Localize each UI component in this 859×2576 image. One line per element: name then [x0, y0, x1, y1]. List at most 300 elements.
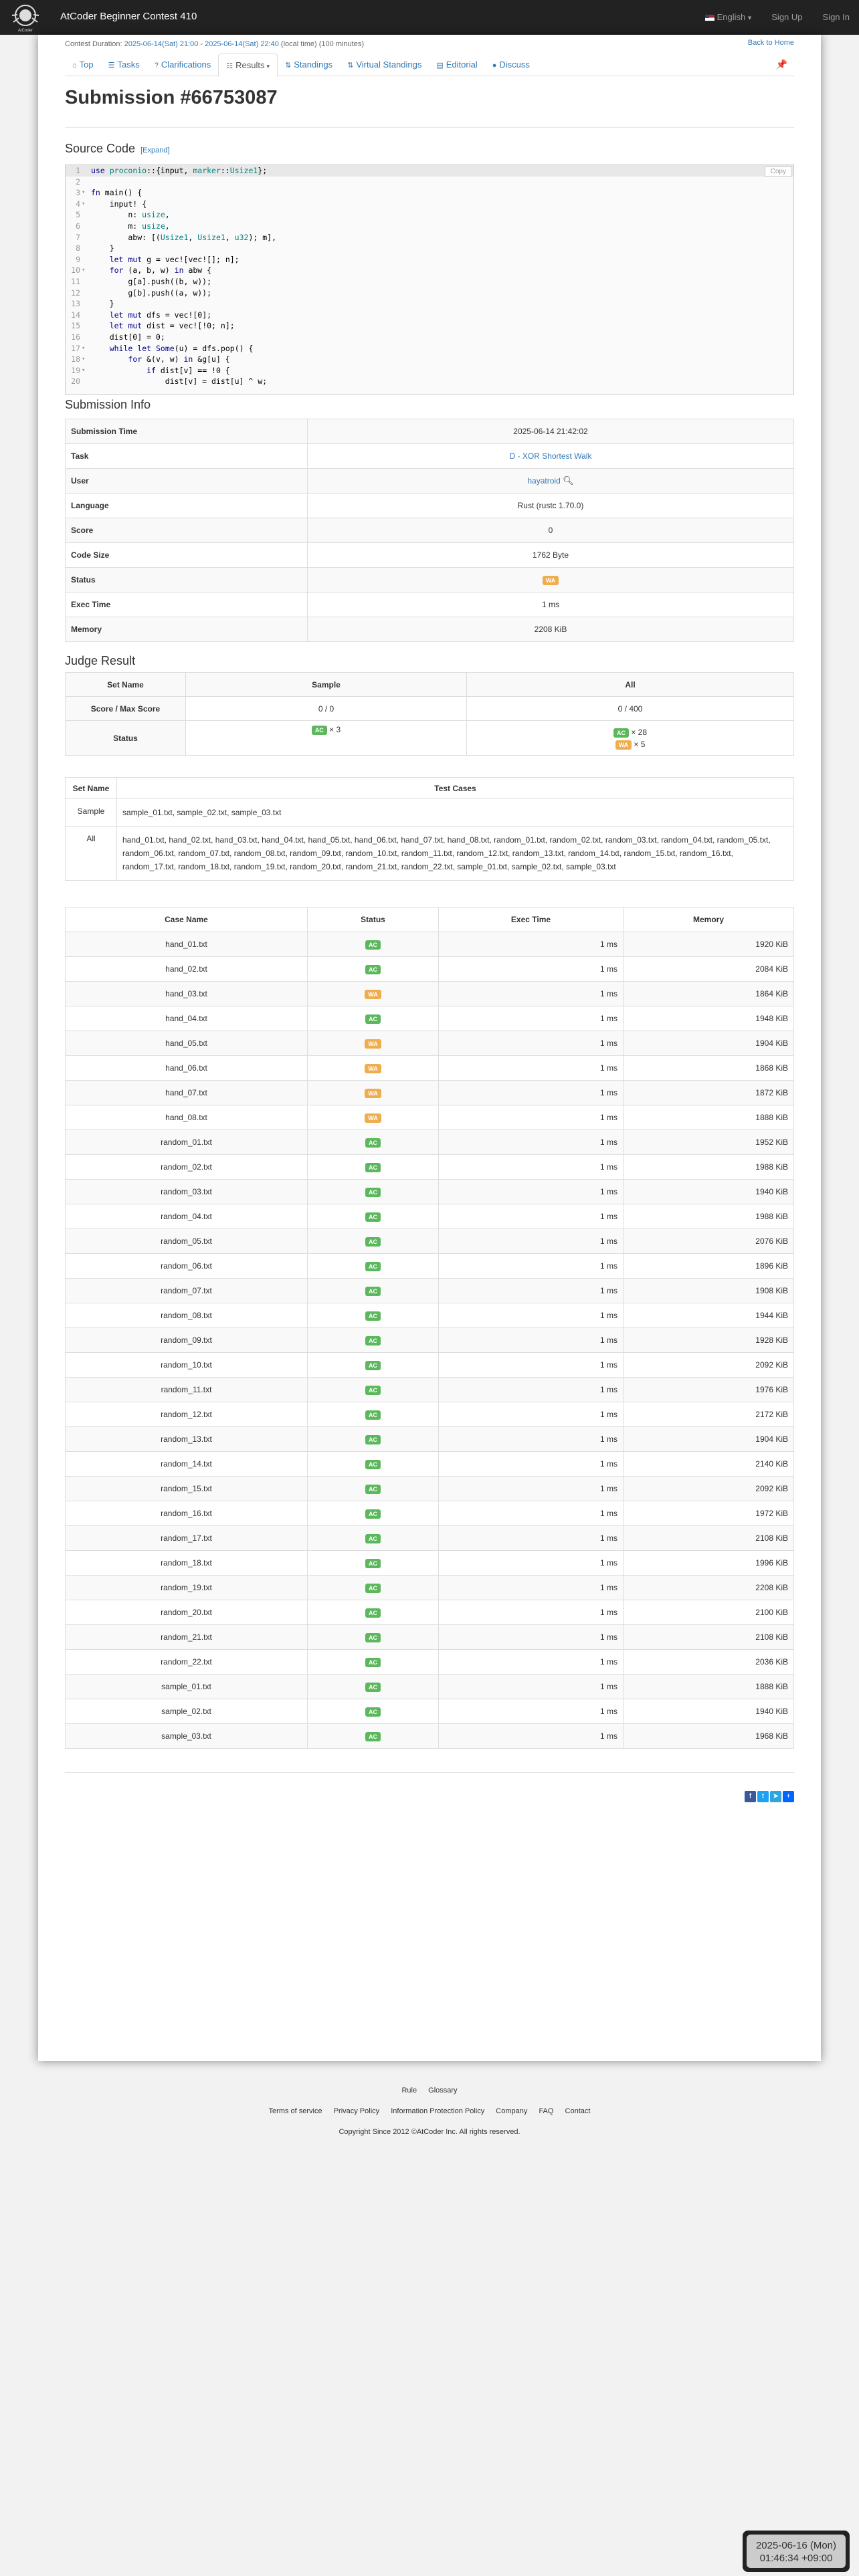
memory: 2092 KiB [624, 1353, 794, 1378]
case-name: hand_05.txt [66, 1031, 308, 1056]
status-badge: AC [365, 1237, 381, 1247]
all-score: 0 / 400 [467, 697, 794, 721]
fold-gutter [82, 254, 88, 265]
list-icon: ☰ [108, 62, 115, 70]
exec-time: 1 ms [439, 1180, 624, 1204]
status-badge: AC [365, 1707, 381, 1717]
comment-icon: ● [492, 62, 497, 70]
caret-down-icon: ▾ [266, 63, 270, 70]
info-row-code-size: Code Size 1762 Byte [66, 543, 794, 568]
code-line [66, 243, 793, 254]
exec-time: 1 ms [439, 1031, 624, 1056]
code-text: dist[0] = 0; [91, 332, 165, 342]
sample-status: AC × 3 [186, 721, 467, 756]
table-row [66, 1477, 794, 1501]
status-badge: AC [365, 1410, 381, 1420]
line-number: 7 [76, 232, 80, 242]
memory: 2092 KiB [624, 1477, 794, 1501]
case-name: random_11.txt [66, 1378, 308, 1402]
case-name: random_04.txt [66, 1204, 308, 1229]
memory: 1872 KiB [624, 1081, 794, 1105]
memory: 2076 KiB [624, 1229, 794, 1254]
task-link[interactable]: D - XOR Shortest Walk [509, 451, 592, 461]
info-row-exec-time: Exec Time 1 ms [66, 593, 794, 617]
table-row [66, 1105, 794, 1130]
code-text: fn main() { [91, 188, 142, 198]
memory: 1928 KiB [624, 1328, 794, 1353]
clock-date: 2025-06-16 (Mon) [755, 2540, 837, 2551]
code-text: while let Some(u) = dfs.pop() { [109, 343, 254, 353]
fold-toggle-icon[interactable]: ▾ [82, 344, 86, 352]
footer-terms-link[interactable]: Terms of service [268, 2107, 322, 2115]
case-name: random_21.txt [66, 1625, 308, 1650]
svg-text:AtCoder: AtCoder [17, 29, 33, 33]
language-dropdown[interactable]: English ▾ [705, 12, 752, 22]
footer-company-link[interactable]: Company [496, 2107, 528, 2115]
memory: 1904 KiB [624, 1427, 794, 1452]
sort-icon: ⇅ [347, 62, 354, 70]
tab-tasks[interactable]: ☰ Tasks [108, 60, 140, 70]
case-name: hand_01.txt [66, 932, 308, 957]
exec-time: 1 ms [439, 1452, 624, 1477]
sign-up-link[interactable]: Sign Up [771, 12, 803, 22]
case-name: random_14.txt [66, 1452, 308, 1477]
line-number: 12 [71, 288, 80, 298]
status-badge: AC [365, 1509, 381, 1519]
exec-time: 1 ms [439, 957, 624, 982]
footer-glossary-link[interactable]: Glossary [428, 2086, 458, 2095]
table-row [66, 1254, 794, 1279]
code-text: abw: [(Usize1, Usize1, u32); m], [91, 232, 276, 242]
case-name: random_09.txt [66, 1328, 308, 1353]
exec-time: 1 ms [439, 1551, 624, 1576]
code-text: dist[v] = dist[u] ^ w; [91, 377, 268, 387]
table-row [66, 982, 794, 1006]
footer-privacy-link[interactable]: Privacy Policy [333, 2107, 380, 2115]
fold-gutter [82, 232, 88, 243]
memory: 1888 KiB [624, 1675, 794, 1699]
memory: 2084 KiB [624, 957, 794, 982]
status-badge: AC [365, 1336, 381, 1346]
status-badge: AC [365, 1559, 381, 1568]
status-badge: AC [365, 1287, 381, 1296]
code-text: let mut dist = vec![!0; n]; [109, 321, 235, 331]
exec-time: 1 ms [439, 1576, 624, 1600]
fold-toggle-icon[interactable]: ▾ [82, 366, 86, 374]
contest-end-link[interactable]: 2025-06-14(Sat) 22:40 [205, 40, 279, 48]
fold-gutter [82, 221, 88, 232]
case-name: random_19.txt [66, 1576, 308, 1600]
judge-summary-table: Set Name Sample All Score / Max Score 0 / 0 0 / 400 Status AC × 3 AC × 28 WA × 5 [65, 672, 794, 756]
code-line [66, 232, 793, 243]
divider [65, 127, 794, 128]
code-line [66, 376, 793, 387]
table-row [66, 957, 794, 982]
memory: 2108 KiB [624, 1526, 794, 1551]
line-number: 3 [76, 188, 80, 198]
tab-editorial[interactable]: ▤ Editorial [436, 60, 478, 70]
line-number: 20 [71, 377, 80, 387]
divider [65, 1772, 794, 1773]
atcoder-logo[interactable] [9, 2, 41, 33]
table-row [66, 1675, 794, 1699]
top-navbar [0, 0, 859, 35]
footer-faq-link[interactable]: FAQ [539, 2107, 554, 2115]
exec-time: 1 ms [439, 1600, 624, 1625]
table-row [66, 1155, 794, 1180]
table-row [66, 1378, 794, 1402]
case-name: random_12.txt [66, 1402, 308, 1427]
exec-time: 1 ms [439, 1105, 624, 1130]
copy-button[interactable]: Copy [765, 167, 792, 177]
footer-contact-link[interactable]: Contact [565, 2107, 591, 2115]
status-badge: AC [365, 1485, 381, 1494]
facebook-icon[interactable]: f [745, 1791, 756, 1802]
case-name: random_20.txt [66, 1600, 308, 1625]
code-line [66, 265, 793, 276]
status-badge: AC [365, 1683, 381, 1692]
code-text: g[a].push((b, w)); [91, 276, 212, 286]
table-row [66, 1576, 794, 1600]
tab-top[interactable]: ⌂ Top [72, 60, 94, 70]
footer-rule-link[interactable]: Rule [401, 2086, 417, 2095]
tab-clarifications[interactable]: ? Clarifications [154, 60, 211, 70]
us-flag-icon [705, 15, 714, 21]
code-text: if dist[v] == !0 { [147, 365, 230, 375]
line-number: 17 [71, 343, 80, 353]
memory: 1988 KiB [624, 1204, 794, 1229]
exec-time: 1 ms [439, 1081, 624, 1105]
status-badge: WA [365, 1064, 381, 1073]
table-row [66, 1056, 794, 1081]
exec-time: 1 ms [439, 1279, 624, 1303]
question-icon: ? [154, 62, 159, 70]
sample-score: 0 / 0 [186, 697, 467, 721]
line-number: 2 [76, 177, 80, 187]
exec-time: 1 ms [439, 1526, 624, 1551]
table-row [66, 1303, 794, 1328]
case-name: random_13.txt [66, 1427, 308, 1452]
code-text: use proconio::{input, marker::Usize1}; [91, 166, 268, 175]
case-name: random_18.txt [66, 1551, 308, 1576]
status-badge: AC [365, 1138, 381, 1148]
ac-badge: AC [312, 726, 327, 735]
case-name: random_01.txt [66, 1130, 308, 1155]
status-badge: AC [365, 1732, 381, 1741]
line-number: 10 [71, 265, 80, 276]
contest-start-link[interactable]: 2025-06-14(Sat) 21:00 [124, 40, 199, 48]
exec-time: 1 ms [439, 1353, 624, 1378]
table-row [66, 1600, 794, 1625]
table-row [66, 1625, 794, 1650]
ac-badge: AC [613, 728, 629, 738]
code-line [66, 276, 793, 288]
table-row [66, 1204, 794, 1229]
memory: 1996 KiB [624, 1551, 794, 1576]
case-name: random_07.txt [66, 1279, 308, 1303]
book-icon: ▤ [436, 62, 444, 70]
case-name: hand_08.txt [66, 1105, 308, 1130]
code-line [66, 332, 793, 343]
exec-time: 1 ms [439, 1402, 624, 1427]
clock-time: 01:46:34 +09:00 [759, 2553, 833, 2564]
status-badge: WA [365, 990, 381, 999]
tab-virtual-standings[interactable]: ⇅ Virtual Standings [347, 60, 422, 70]
case-name: sample_03.txt [66, 1724, 308, 1749]
exec-time: 1 ms [439, 1056, 624, 1081]
code-text: let mut dfs = vec![0]; [109, 310, 212, 320]
status-badge: AC [365, 1014, 381, 1024]
footer-info-protection-link[interactable]: Information Protection Policy [391, 2107, 485, 2115]
search-icon[interactable]: 🔍︎ [563, 475, 574, 486]
sample-cases: sample_01.txt, sample_02.txt, sample_03.txt [117, 799, 794, 827]
case-name: hand_02.txt [66, 957, 308, 982]
code-line [66, 165, 793, 177]
case-name: random_03.txt [66, 1180, 308, 1204]
fold-gutter [82, 332, 88, 343]
line-number: 9 [76, 254, 80, 264]
case-name: hand_06.txt [66, 1056, 308, 1081]
main-container [38, 35, 821, 2061]
table-row [66, 1501, 794, 1526]
test-cases-table: Case Name Status Exec Time Memory hand_01.txt AC 1 ms 1920 KiB hand_02.txt AC 1 ms 2084 KiB hand_03.txt WA 1 ms 1864 KiB hand_04.txt AC 1 ms 1948 KiB hand_05.txt WA 1 ms 1904 KiB hand_06.txt WA 1 ms 1868 KiB hand_07.txt WA 1 ms 1872 KiB hand_08.txt WA 1 ms 1888 KiB random_01.txt AC 1 ms 1952 KiB random_02.txt AC 1 ms 1988 KiB random_03.txt AC 1 ms 1940 KiB random_04.txt AC 1 ms 1988 KiB random_05.txt AC 1 ms 2076 KiB random_06.txt AC 1 ms 1896 KiB random_07.txt AC 1 ms 1908 KiB random_08.txt AC 1 ms 1944 KiB random_09.txt AC 1 ms 1928 KiB random_10.txt AC 1 ms 2092 KiB random_11.txt AC 1 ms 1976 KiB random_12.txt AC 1 ms 2172 KiB random_13.txt AC 1 ms 1904 KiB random_14.txt AC 1 ms 2140 KiB random_15.txt AC 1 ms 2092 KiB random_16.txt AC 1 ms 1972 KiB random_17.txt AC 1 ms 2108 KiB random_18.txt AC 1 ms 1996 KiB random_19.txt AC 1 ms 2208 KiB random_20.txt AC 1 ms 2100 KiB random_21.txt AC 1 ms 2108 KiB random_22.txt AC 1 ms 2036 KiB sample_01.txt AC 1 ms 1888 KiB sample_02.txt AC 1 ms 1940 KiB sample_03.txt AC 1 ms 1968 KiB [65, 907, 794, 1749]
code-line [66, 298, 793, 310]
fold-toggle-icon[interactable]: ▾ [82, 267, 86, 274]
fold-gutter [82, 243, 88, 254]
memory: 1952 KiB [624, 1130, 794, 1155]
fold-toggle-icon[interactable]: ▾ [82, 356, 86, 363]
table-row [66, 932, 794, 957]
fold-toggle-icon[interactable]: ▾ [82, 189, 86, 197]
tab-standings[interactable]: ⇅ Standings [285, 60, 333, 70]
status-badge: AC [365, 1584, 381, 1593]
fold-toggle-icon[interactable]: ▾ [82, 200, 86, 207]
memory: 1908 KiB [624, 1279, 794, 1303]
line-number: 6 [76, 221, 80, 231]
status-badge: WA [365, 1089, 381, 1098]
line-number: 11 [71, 276, 80, 286]
home-icon: ⌂ [72, 62, 77, 70]
case-name: random_08.txt [66, 1303, 308, 1328]
memory: 1888 KiB [624, 1105, 794, 1130]
exec-time: 1 ms [439, 1006, 624, 1031]
status-badge: AC [365, 1262, 381, 1271]
back-to-home-link[interactable]: Back to Home [747, 39, 794, 47]
memory: 1920 KiB [624, 932, 794, 957]
table-row [66, 1452, 794, 1477]
tab-results[interactable]: ☷ Results ▾ [218, 53, 278, 77]
tab-discuss[interactable]: ● Discuss [492, 60, 530, 70]
source-code-block[interactable] [65, 165, 794, 395]
info-row-score: Score 0 [66, 518, 794, 543]
code-line [66, 310, 793, 321]
code-line [66, 288, 793, 299]
case-name: hand_04.txt [66, 1006, 308, 1031]
source-code-heading: Source Code [Expand] [65, 142, 170, 155]
footer [0, 2086, 859, 2136]
memory: 1944 KiB [624, 1303, 794, 1328]
memory: 1864 KiB [624, 982, 794, 1006]
exec-time: 1 ms [439, 1724, 624, 1749]
line-number: 16 [71, 332, 80, 342]
copyright: Copyright Since 2012 ©AtCoder Inc. All rights reserved. [339, 2128, 520, 2136]
code-text: let mut g = vec![vec![]; n]; [109, 254, 240, 264]
code-text: n: usize, [91, 210, 170, 220]
code-line [66, 343, 793, 354]
exec-time: 1 ms [439, 932, 624, 957]
code-text: for &(v, w) in &g[u] { [128, 354, 230, 364]
code-text: for (a, b, w) in abw { [109, 265, 212, 276]
info-row-task: Task D - XOR Shortest Walk [66, 444, 794, 469]
code-line [66, 221, 793, 232]
judge-result-heading: Judge Result [65, 654, 136, 667]
pin-icon[interactable]: 📌 [775, 59, 787, 70]
case-name: random_17.txt [66, 1526, 308, 1551]
fold-gutter [82, 298, 88, 310]
page-title: Submission #66753087 [65, 87, 278, 108]
info-row-submission-time: Submission Time 2025-06-14 21:42:02 [66, 419, 794, 444]
table-row [66, 1081, 794, 1105]
case-name: sample_01.txt [66, 1675, 308, 1699]
memory: 1896 KiB [624, 1254, 794, 1279]
memory: 2208 KiB [624, 1576, 794, 1600]
test-sets-table: Set Name Test Cases Sample sample_01.txt, sample_02.txt, sample_03.txt All hand_01.txt, hand_02.txt, hand_03.txt, hand_04.txt, hand_05.txt, hand_06.txt, hand_07.txt, hand_08.txt, random_01.txt, random_02.txt, random_03.txt, random_04.txt, random_05.txt, random_06.txt, random_07.txt, random_08.txt, random_09.txt, random_10.txt, random_11.txt, random_12.txt, random_13.txt, random_14.txt, random_15.txt, random_16.txt, random_17.txt, random_18.txt, random_19.txt, random_20.txt, random_21.txt, random_22.txt, sample_01.txt, sample_02.txt, sample_03.txt [65, 777, 794, 881]
memory: 2140 KiB [624, 1452, 794, 1477]
table-row [66, 1279, 794, 1303]
table-row [66, 1353, 794, 1378]
memory: 1972 KiB [624, 1501, 794, 1526]
sort-icon: ⇅ [285, 62, 292, 70]
memory: 1976 KiB [624, 1378, 794, 1402]
info-row-user: User hayatroid 🔍︎ [66, 469, 794, 494]
memory: 1868 KiB [624, 1056, 794, 1081]
contest-tabs [65, 53, 794, 76]
all-cases: hand_01.txt, hand_02.txt, hand_03.txt, hand_04.txt, hand_05.txt, hand_06.txt, hand_07.txt, hand_08.txt, random_01.txt, random_02.txt, random_03.txt, random_04.txt, random_05.txt, random_06.txt, random_07.txt, random_08.txt, random_09.txt, random_10.txt, random_11.txt, random_12.txt, random_13.txt, random_14.txt, random_15.txt, random_16.txt, random_17.txt, random_18.txt, random_19.txt, random_20.txt, random_21.txt, random_22.txt, sample_01.txt, sample_02.txt, sample_03.txt [117, 827, 794, 881]
memory: 1940 KiB [624, 1699, 794, 1724]
case-name: random_06.txt [66, 1254, 308, 1279]
code-line [66, 187, 793, 199]
sign-in-link[interactable]: Sign In [822, 12, 850, 22]
case-name: random_16.txt [66, 1501, 308, 1526]
status-badge: AC [365, 965, 381, 974]
table-row [66, 1180, 794, 1204]
exec-time: 1 ms [439, 1328, 624, 1353]
status-badge: WA [543, 576, 559, 585]
status-badge: AC [365, 1386, 381, 1395]
code-line [66, 177, 793, 188]
code-text: input! { [91, 199, 147, 209]
status-badge: AC [365, 1212, 381, 1222]
status-badge: AC [365, 1361, 381, 1370]
code-text: m: usize, [91, 221, 170, 231]
status-badge: AC [365, 1633, 381, 1642]
line-number: 18 [71, 354, 80, 364]
line-number: 1 [76, 166, 80, 175]
code-line [66, 354, 793, 365]
code-line [66, 254, 793, 265]
memory: 1904 KiB [624, 1031, 794, 1056]
status-badge: WA [365, 1039, 381, 1049]
line-number: 13 [71, 299, 80, 309]
telegram-icon[interactable]: ➤ [770, 1791, 781, 1802]
status-badge: AC [365, 1658, 381, 1667]
contest-brand-link[interactable]: AtCoder Beginner Contest 410 [60, 11, 197, 22]
user-link[interactable]: hayatroid [527, 476, 561, 486]
contest-duration: Contest Duration: 2025-06-14(Sat) 21:00 - 2025-06-14(Sat) 22:40 (local time) (100 minutes) [65, 40, 364, 48]
status-badge: AC [365, 940, 381, 950]
fold-gutter [82, 288, 88, 299]
twitter-icon[interactable]: t [757, 1791, 769, 1802]
code-text: g[b].push((a, w)); [91, 288, 212, 298]
status-badge: AC [365, 1534, 381, 1543]
fold-gutter [82, 209, 88, 221]
status-badge: AC [365, 1460, 381, 1469]
fold-gutter [82, 376, 88, 387]
submission-time-value[interactable]: 2025-06-14 21:42:02 [308, 419, 794, 444]
table-row [66, 1650, 794, 1675]
exec-time: 1 ms [439, 1427, 624, 1452]
code-text [88, 177, 91, 188]
table-row [66, 1402, 794, 1427]
line-number: 19 [71, 365, 80, 375]
exec-time: 1 ms [439, 1378, 624, 1402]
case-name: random_02.txt [66, 1155, 308, 1180]
share-buttons [745, 1791, 794, 1802]
memory: 1940 KiB [624, 1180, 794, 1204]
all-status: AC × 28 WA × 5 [467, 721, 794, 756]
info-row-status: Status WA [66, 568, 794, 593]
case-name: random_05.txt [66, 1229, 308, 1254]
memory: 2108 KiB [624, 1625, 794, 1650]
exec-time: 1 ms [439, 1303, 624, 1328]
table-row [66, 1328, 794, 1353]
info-row-memory: Memory 2208 KiB [66, 617, 794, 642]
expand-link[interactable]: [Expand] [140, 146, 170, 154]
list-alt-icon: ☷ [226, 62, 233, 70]
case-name: random_10.txt [66, 1353, 308, 1378]
table-row [66, 1526, 794, 1551]
memory: 1988 KiB [624, 1155, 794, 1180]
exec-time: 1 ms [439, 982, 624, 1006]
caret-down-icon: ▾ [747, 14, 752, 22]
table-row [66, 1724, 794, 1749]
code-line [66, 365, 793, 377]
memory: 2172 KiB [624, 1402, 794, 1427]
table-row [66, 1699, 794, 1724]
share-plus-icon[interactable]: + [783, 1791, 794, 1802]
memory: 2036 KiB [624, 1650, 794, 1675]
clock-widget [743, 2531, 850, 2572]
memory: 2100 KiB [624, 1600, 794, 1625]
fold-gutter [82, 276, 88, 288]
line-number: 15 [71, 321, 80, 331]
memory: 1948 KiB [624, 1006, 794, 1031]
case-name: random_15.txt [66, 1477, 308, 1501]
exec-time: 1 ms [439, 1699, 624, 1724]
table-row [66, 1229, 794, 1254]
code-line [66, 209, 793, 221]
fold-gutter [82, 310, 88, 321]
exec-time: 1 ms [439, 1130, 624, 1155]
status-badge: AC [365, 1435, 381, 1444]
table-row [66, 1006, 794, 1031]
wa-badge: WA [615, 740, 632, 750]
submission-info-heading: Submission Info [65, 398, 151, 411]
line-number: 4 [76, 199, 80, 209]
case-name: sample_02.txt [66, 1699, 308, 1724]
submission-info-table [65, 419, 794, 642]
fold-gutter [82, 165, 88, 177]
